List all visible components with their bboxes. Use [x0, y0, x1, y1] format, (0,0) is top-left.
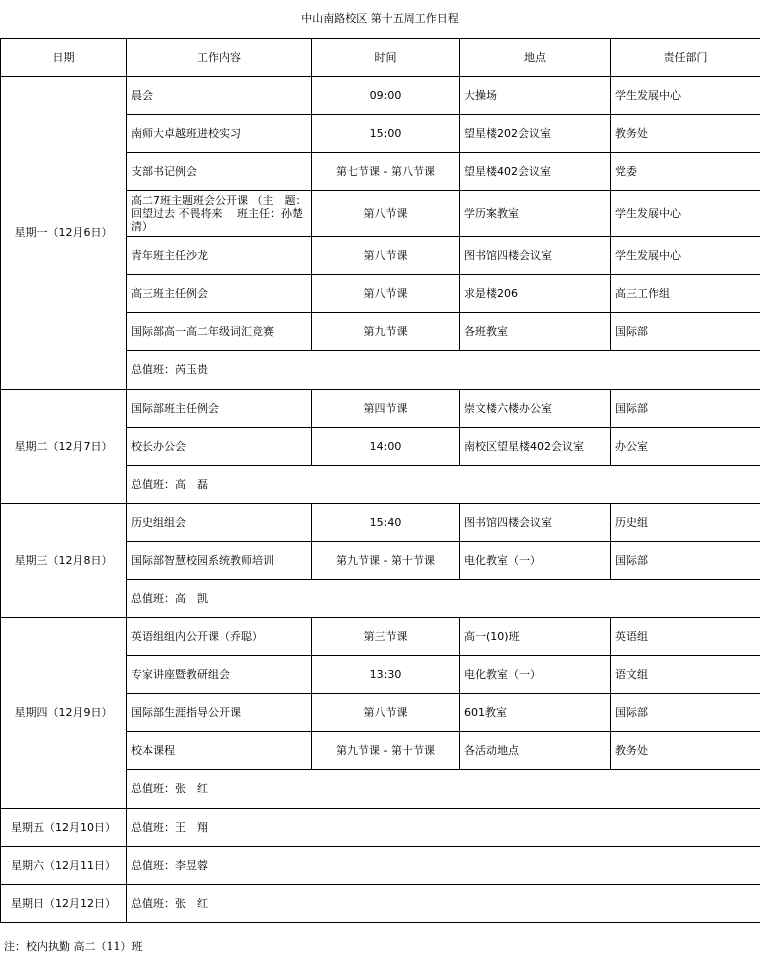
time-cell: 第八节课	[312, 237, 460, 275]
duty-cell: 总值班：张 红	[127, 885, 760, 923]
time-cell: 第九节课	[312, 313, 460, 351]
dept-cell: 国际部	[611, 313, 760, 351]
day-cell: 星期三（12月8日）	[1, 504, 127, 618]
time-cell: 第八节课	[312, 191, 460, 237]
duty-cell: 总值班：芮玉贵	[127, 351, 760, 390]
dept-cell: 国际部	[611, 390, 760, 428]
schedule-row	[1, 390, 760, 428]
place-cell: 电化教室（一）	[460, 542, 611, 580]
dept-cell: 学生发展中心	[611, 191, 760, 237]
dept-cell: 语文组	[611, 656, 760, 694]
schedule-table	[0, 38, 760, 923]
dept-cell: 办公室	[611, 428, 760, 466]
place-cell: 电化教室（一）	[460, 656, 611, 694]
day-cell: 星期四（12月9日）	[1, 618, 127, 809]
time-cell: 第三节课	[312, 618, 460, 656]
duty-cell: 总值班：王 翔	[127, 809, 760, 847]
day-cell: 星期日（12月12日）	[1, 885, 127, 923]
place-cell: 崇文楼六楼办公室	[460, 390, 611, 428]
schedule-body	[1, 77, 760, 923]
place-cell: 求是楼206	[460, 275, 611, 313]
dept-cell: 英语组	[611, 618, 760, 656]
duty-row	[1, 885, 760, 923]
place-cell: 高一(10)班	[460, 618, 611, 656]
dept-cell: 历史组	[611, 504, 760, 542]
time-cell: 14:00	[312, 428, 460, 466]
place-cell: 各班教室	[460, 313, 611, 351]
content-cell: 英语组组内公开课（乔聪）	[127, 618, 312, 656]
day-cell: 星期二（12月7日）	[1, 390, 127, 504]
content-cell: 校本课程	[127, 732, 312, 770]
time-cell: 第九节课 - 第十节课	[312, 542, 460, 580]
time-cell: 09:00	[312, 77, 460, 115]
time-cell: 第九节课 - 第十节课	[312, 732, 460, 770]
dept-cell: 高三工作组	[611, 275, 760, 313]
schedule-row	[1, 618, 760, 656]
dept-cell: 教务处	[611, 732, 760, 770]
time-cell: 13:30	[312, 656, 460, 694]
dept-cell: 党委	[611, 153, 760, 191]
place-cell: 望星楼402会议室	[460, 153, 611, 191]
footnote: 注：校内执勤 高二（11）班	[4, 940, 143, 953]
place-cell: 望星楼202会议室	[460, 115, 611, 153]
time-cell: 15:00	[312, 115, 460, 153]
header-time: 时间	[312, 39, 460, 77]
time-cell: 第八节课	[312, 275, 460, 313]
duty-cell: 总值班：高 凯	[127, 580, 760, 618]
page-title: 中山南路校区 第十五周工作日程	[301, 12, 459, 25]
dept-cell: 学生发展中心	[611, 237, 760, 275]
header-row	[1, 39, 760, 77]
content-cell: 高二7班主题班会公开课 （主 题：回望过去 不畏将来 班主任：孙楚清）	[127, 191, 312, 237]
content-cell: 青年班主任沙龙	[127, 237, 312, 275]
dept-cell: 国际部	[611, 694, 760, 732]
duty-row	[1, 809, 760, 847]
place-cell: 学历案教室	[460, 191, 611, 237]
content-cell: 支部书记例会	[127, 153, 312, 191]
content-cell: 国际部生涯指导公开课	[127, 694, 312, 732]
dept-cell: 国际部	[611, 542, 760, 580]
dept-cell: 学生发展中心	[611, 77, 760, 115]
duty-cell: 总值班：李昱蓉	[127, 847, 760, 885]
dept-cell: 教务处	[611, 115, 760, 153]
duty-cell: 总值班：张 红	[127, 770, 760, 809]
place-cell: 601教室	[460, 694, 611, 732]
place-cell: 图书馆四楼会议室	[460, 237, 611, 275]
time-cell: 第四节课	[312, 390, 460, 428]
place-cell: 图书馆四楼会议室	[460, 504, 611, 542]
day-cell: 星期五（12月10日）	[1, 809, 127, 847]
duty-cell: 总值班：高 磊	[127, 466, 760, 504]
time-cell: 15:40	[312, 504, 460, 542]
content-cell: 历史组组会	[127, 504, 312, 542]
schedule-row	[1, 504, 760, 542]
content-cell: 南师大卓越班进校实习	[127, 115, 312, 153]
header-date: 日期	[1, 39, 127, 77]
day-cell: 星期六（12月11日）	[1, 847, 127, 885]
content-cell: 晨会	[127, 77, 312, 115]
header-content: 工作内容	[127, 39, 312, 77]
content-cell: 高三班主任例会	[127, 275, 312, 313]
content-cell: 国际部高一高二年级词汇竞赛	[127, 313, 312, 351]
content-cell: 国际部班主任例会	[127, 390, 312, 428]
day-cell: 星期一（12月6日）	[1, 77, 127, 390]
time-cell: 第八节课	[312, 694, 460, 732]
place-cell: 南校区望星楼402会议室	[460, 428, 611, 466]
content-cell: 专家讲座暨教研组会	[127, 656, 312, 694]
header-place: 地点	[460, 39, 611, 77]
place-cell: 各活动地点	[460, 732, 611, 770]
header-dept: 责任部门	[611, 39, 760, 77]
content-cell: 国际部智慧校园系统教师培训	[127, 542, 312, 580]
schedule-row	[1, 77, 760, 115]
duty-row	[1, 847, 760, 885]
content-cell: 校长办公会	[127, 428, 312, 466]
place-cell: 大操场	[460, 77, 611, 115]
time-cell: 第七节课 - 第八节课	[312, 153, 460, 191]
